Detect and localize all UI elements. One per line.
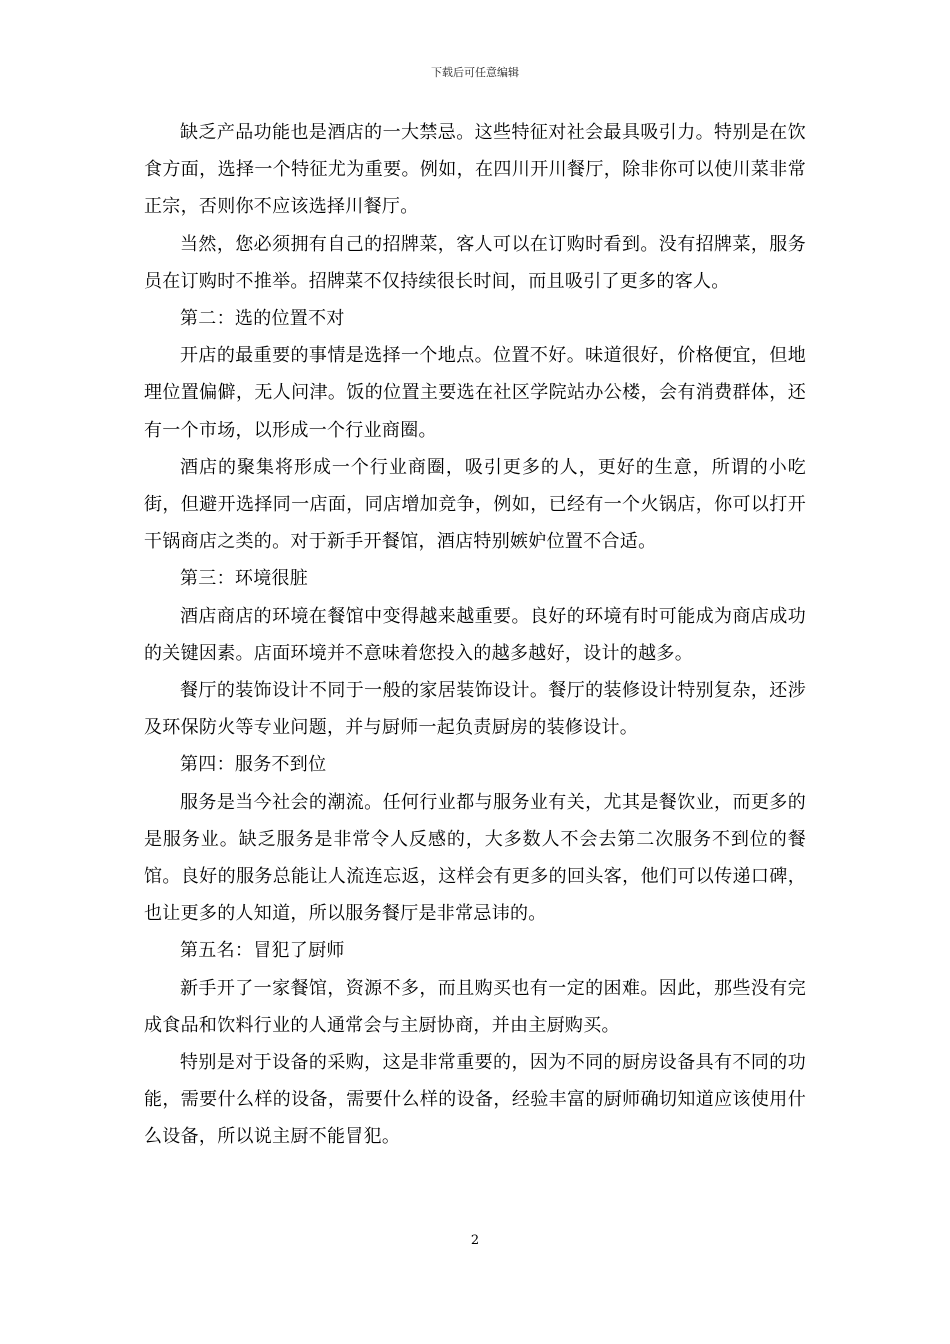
paragraph-store-environment: 酒店商店的环境在餐馆中变得越来越重要。良好的环境有时可能成为商店成功的关键因素。店面环境并不意味着您投入的越多越好，设计的越多。	[144, 605, 806, 664]
paragraph-service-trend: 服务是当今社会的潮流。任何行业都与服务业有关，尤其是餐饮业，而更多的是服务业。缺乏服务是非常令人反感的，大多数人不会去第二次服务不到位的餐馆。良好的服务总能让人流连忘返，这样会有更多的回头客，他们可以传递口碑，也让更多的人知道，所以服务餐厅是非常忌讳的。	[144, 791, 806, 925]
paragraph-signature-dish: 当然，您必须拥有自己的招牌菜，客人可以在订购时看到。没有招牌菜，服务员在订购时不推举。招牌菜不仅持续很长时间，而且吸引了更多的客人。	[144, 233, 806, 292]
section-heading-location: 第二：选的位置不对	[180, 308, 345, 330]
paragraph-decoration-design: 餐厅的装饰设计不同于一般的家居装饰设计。餐厅的装修设计特别复杂，还涉及环保防火等专业问题，并与厨师一起负责厨房的装修设计。	[144, 680, 806, 739]
document-body	[144, 114, 806, 1156]
page-number: 2	[470, 1233, 480, 1248]
paragraph-business-district: 酒店的聚集将形成一个行业商圈，吸引更多的人，更好的生意，所谓的小吃街，但避开选择同一店面，同店增加竞争，例如，已经有一个火锅店，你可以打开干锅商店之类的。对于新手开餐馆，酒店特别嫉妒位置不合适。	[144, 456, 806, 553]
section-heading-chef: 第五名：冒犯了厨师	[180, 940, 345, 962]
paragraph-equipment-purchase: 特别是对于设备的采购，这是非常重要的，因为不同的厨房设备具有不同的功能，需要什么样的设备，需要什么样的设备，经验丰富的厨师确切知道应该使用什么设备，所以说主厨不能冒犯。	[144, 1052, 806, 1148]
section-heading-environment: 第三：环境很脏	[180, 568, 309, 590]
paragraph-lacking-features: 缺乏产品功能也是酒店的一大禁忌。这些特征对社会最具吸引力。特别是在饮食方面，选择一个特征尤为重要。例如，在四川开川餐厅，除非你可以使川菜非常正宗，否则你不应该选择川餐厅。	[144, 122, 806, 218]
page-header: 下载后可任意编辑	[431, 66, 519, 79]
paragraph-choose-location: 开店的最重要的事情是选择一个地点。位置不好。味道很好，价格便宜，但地理位置偏僻，无人问津。饭的位置主要选在社区学院站办公楼，会有消费群体，还有一个市场，以形成一个行业商圈。	[144, 345, 806, 441]
section-heading-service: 第四：服务不到位	[180, 754, 327, 776]
paragraph-novice-resources: 新手开了一家餐馆，资源不多，而且购买也有一定的困难。因此，那些没有完成食品和饮料行业的人通常会与主厨协商，并由主厨购买。	[144, 977, 806, 1036]
